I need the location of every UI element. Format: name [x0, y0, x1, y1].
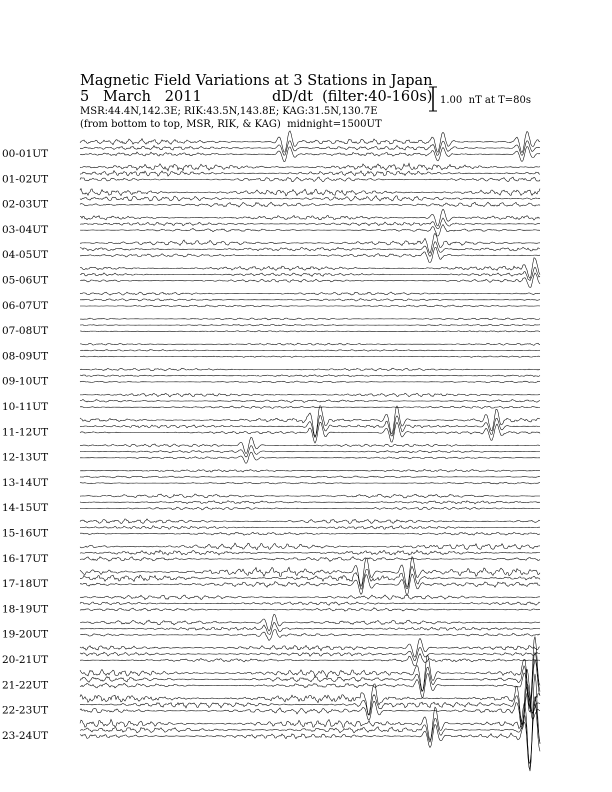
- trace-msr: [80, 225, 540, 237]
- hour-row: [2, 494, 540, 514]
- hour-row: [2, 189, 540, 211]
- trace-rik: [80, 218, 540, 229]
- row-label: 03-04UT: [2, 223, 49, 236]
- hour-row: [2, 557, 540, 595]
- trace-msr: [80, 482, 540, 484]
- hour-row: [2, 233, 540, 262]
- trace-msr: [80, 654, 540, 666]
- trace-rik: [80, 526, 540, 530]
- row-label: 13-14UT: [2, 476, 49, 489]
- hour-row: [2, 318, 540, 337]
- row-label: 14-15UT: [2, 502, 49, 515]
- trace-msr: [80, 381, 540, 383]
- hour-rows: [2, 131, 540, 771]
- trace-rik: [80, 141, 540, 156]
- hour-row: [2, 437, 540, 463]
- trace-kag: [80, 292, 540, 295]
- trace-kag: [80, 543, 540, 550]
- row-label: 20-21UT: [2, 654, 49, 666]
- trace-kag: [80, 557, 540, 588]
- row-label: 19-20UT: [2, 628, 49, 641]
- row-label: 16-17UT: [2, 552, 49, 565]
- trace-msr: [80, 629, 540, 640]
- trace-kag: [80, 393, 540, 397]
- row-label: 15-16UT: [2, 527, 49, 540]
- row-label: 12-13UT: [2, 451, 49, 464]
- chart-header: [80, 73, 433, 130]
- row-label: 21-22UT: [2, 679, 49, 692]
- trace-msr: [80, 703, 540, 769]
- trace-msr: [80, 356, 540, 357]
- scale-bar: [429, 87, 531, 111]
- trace-msr: [80, 406, 540, 409]
- row-label: 17-18UT: [2, 578, 49, 591]
- trace-kag: [80, 131, 540, 153]
- trace-msr: [80, 507, 540, 510]
- trace-msr: [80, 202, 540, 207]
- trace-kag: [80, 674, 540, 771]
- trace-msr: [80, 452, 540, 463]
- row-label: 02-03UT: [2, 198, 49, 211]
- trace-rik: [80, 375, 540, 377]
- trace-rik: [80, 446, 540, 458]
- hour-row: [2, 406, 540, 443]
- row-label: 11-12UT: [2, 426, 49, 439]
- trace-msr: [80, 305, 540, 307]
- trace-msr: [80, 608, 540, 611]
- trace-msr: [80, 177, 540, 182]
- chart-order-note: (from bottom to top, MSR, RIK, & KAG) midnight=1500UT: [80, 119, 382, 130]
- trace-msr: [80, 557, 540, 562]
- row-label: 18-19UT: [2, 603, 49, 616]
- hour-row: [2, 595, 540, 616]
- trace-rik: [80, 501, 540, 504]
- hour-row: [2, 543, 540, 565]
- trace-msr: [80, 532, 540, 535]
- hour-row: [2, 258, 540, 288]
- chart-title: Magnetic Field Variations at 3 Stations in Japan: [80, 73, 433, 89]
- trace-rik: [80, 647, 540, 660]
- trace-kag: [80, 368, 540, 371]
- hour-row: [2, 614, 540, 640]
- scale-bar-label: 1.00 nT at T=80s: [440, 95, 531, 106]
- trace-msr: [80, 422, 540, 443]
- hour-row: [2, 674, 540, 771]
- row-label: 23-24UT: [2, 729, 49, 742]
- trace-kag: [80, 163, 540, 171]
- trace-rik: [80, 299, 540, 301]
- trace-rik: [80, 602, 540, 605]
- trace-kag: [80, 343, 540, 345]
- trace-rik: [80, 324, 540, 326]
- hour-row: [2, 368, 540, 388]
- hour-row: [2, 519, 540, 540]
- hour-row: [2, 638, 540, 666]
- trace-kag: [80, 406, 540, 437]
- trace-rik: [80, 476, 540, 478]
- trace-kag: [80, 494, 540, 498]
- trace-rik: [80, 400, 540, 403]
- hour-row: [2, 470, 540, 489]
- trace-msr: [80, 574, 540, 595]
- trace-rik: [80, 684, 540, 726]
- trace-rik: [80, 171, 540, 177]
- trace-rik: [80, 697, 540, 764]
- row-label: 09-10UT: [2, 375, 49, 388]
- trace-kag: [80, 470, 540, 473]
- row-label: 07-08UT: [2, 325, 49, 338]
- hour-row: [2, 343, 540, 362]
- trace-kag: [80, 189, 540, 196]
- chart-quantity: dD/dt (filter:40-160s): [272, 89, 433, 105]
- trace-kag: [80, 519, 540, 524]
- trace-kag: [80, 233, 540, 253]
- trace-rik: [80, 196, 540, 201]
- trace-rik: [80, 350, 540, 352]
- hour-row: [2, 131, 540, 162]
- row-label: 04-05UT: [2, 249, 49, 262]
- row-label: 01-02UT: [2, 173, 49, 186]
- hour-row: [2, 163, 540, 185]
- row-label: 10-11UT: [2, 401, 49, 413]
- row-label: 05-06UT: [2, 274, 49, 287]
- trace-rik: [80, 550, 540, 555]
- trace-kag: [80, 669, 540, 726]
- trace-msr: [80, 331, 540, 332]
- trace-rik: [80, 242, 540, 257]
- trace-kag: [80, 318, 540, 320]
- trace-kag: [80, 595, 540, 600]
- hour-row: [2, 292, 540, 312]
- row-label: 08-09UT: [2, 350, 49, 363]
- hour-row: [2, 209, 540, 236]
- chart-date: 5 March 2011: [80, 89, 202, 105]
- trace-rik: [80, 566, 540, 589]
- chart-stations: MSR:44.4N,142.3E; RIK:43.5N,143.8E; KAG:31.5N,130.7E: [80, 106, 378, 117]
- row-label: 06-07UT: [2, 299, 49, 312]
- trace-rik: [80, 622, 540, 634]
- hour-row: [2, 393, 540, 413]
- row-label: 00-01UT: [2, 148, 49, 160]
- row-label: 22-23UT: [2, 704, 49, 717]
